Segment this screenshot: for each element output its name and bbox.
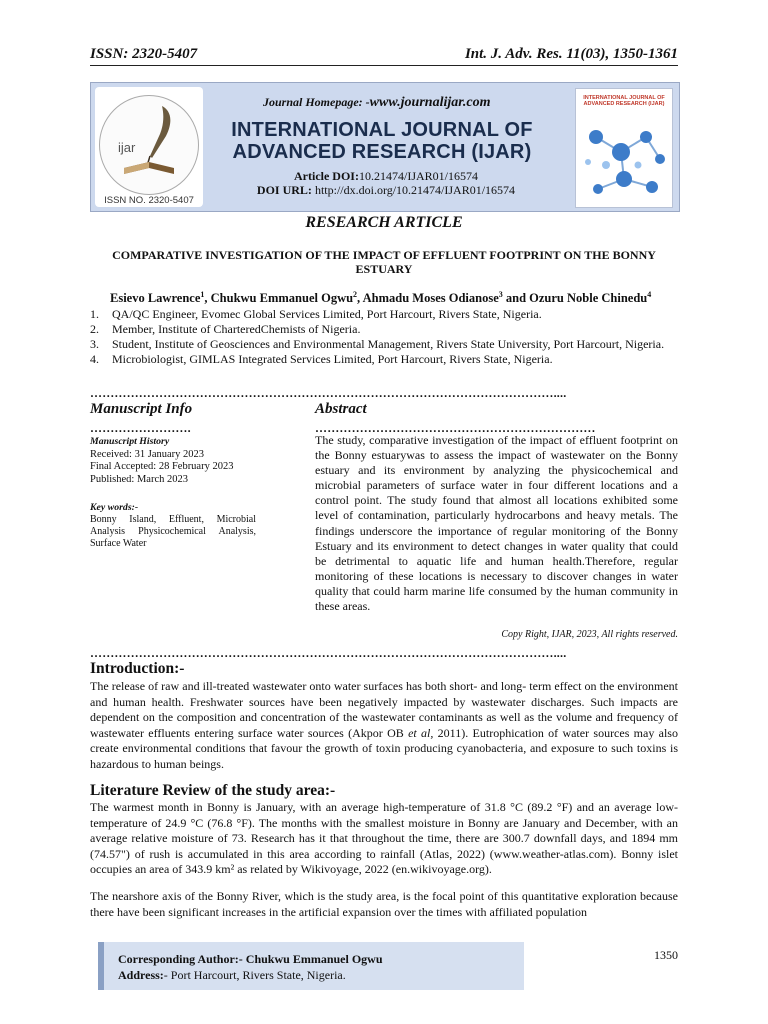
corresponding-author-box (98, 942, 524, 990)
separator-info: ……………………. (90, 422, 191, 434)
running-header (90, 46, 678, 68)
journal-logo (95, 87, 203, 207)
affiliation-item: 1. QA/QC Engineer, Evomec Global Services Limited, Port Harcourt, Rivers State, Nigeria. (90, 307, 542, 321)
affiliation-item: 2. Member, Institute of CharteredChemists of Nigeria. (90, 322, 361, 336)
affiliation-item: 3. Student, Institute of Geosciences and Environmental Management, Rivers State University, Port Harcourt, Nigeria. (90, 337, 665, 351)
literature-paragraph: The warmest month in Bonny is January, with an average high-temperature of 31.8 °C (89.2 °F) and an average low-temperature of 24.9 °C (76.8 °F). The months with the smallest moisture in Bonny are January and December, with an average relative moisture of 73. Research has it that throughout the time, there are 300.7 downfall days, and 1894 mm (74.57") of rush is accumulated in this area according to rainfall (Atlas, 2022) (www.weather-atlas.com). Bonny islet occupies an area of 343.9 km² as related by Wikivoyage, 2022 (en.wikivoyage.org). (90, 800, 678, 876)
svg-text:ijar: ijar (118, 140, 136, 155)
author: Esievo Lawrence$^1$, (110, 290, 211, 306)
manuscript-history (90, 436, 262, 486)
homepage-label: Journal Homepage: - (263, 95, 370, 109)
journal-homepage (263, 95, 491, 111)
copyright-notice: Copy Right, IJAR, 2023, All rights reserved. (501, 629, 678, 640)
author: Ahmadu Moses Odianose$^3$ and (362, 290, 530, 306)
cover-title: INTERNATIONAL JOURNAL OF ADVANCED RESEARCH (IJAR) (583, 95, 665, 107)
article-type: RESEARCH ARTICLE (305, 214, 463, 231)
published-date: Published: March 2023 (90, 473, 188, 485)
doi-value: 10.21474/IJAR01/16574 (358, 169, 478, 183)
accepted-date: Final Accepted: 28 February 2023 (90, 461, 234, 472)
quill-book-icon (100, 96, 198, 194)
molecule-illustration-icon (576, 107, 672, 207)
author-list (110, 290, 651, 306)
paper-title: COMPARATIVE INVESTIGATION OF THE IMPACT OF EFFLUENT FOOTPRINT ON THE BONNY ESTUARY (112, 248, 656, 276)
journal-name-line1: INTERNATIONAL JOURNAL OF (231, 119, 533, 141)
header-rule (90, 65, 678, 66)
manuscript-info-heading: Manuscript Info (90, 401, 193, 417)
journal-banner (90, 82, 680, 212)
page-number: 1350 (654, 948, 678, 962)
history-label: Manuscript History (90, 436, 170, 447)
citation-text: Int. J. Adv. Res. 11(03), 1350-1361 (464, 46, 678, 62)
separator-abstract: …………………………………………………………… (315, 422, 596, 434)
keywords-label: Key words:- (90, 502, 139, 513)
keywords-block (90, 502, 256, 550)
author-address: Address:- Port Harcourt, Rivers State, Nigeria. (118, 968, 346, 982)
doi-url-link[interactable]: http://dx.doi.org/10.21474/IJAR01/16574 (314, 183, 516, 197)
literature-heading: Literature Review of the study area:- (90, 782, 336, 799)
separator-bottom: …………………………………………………………………………………………………….... (90, 647, 567, 659)
abstract-text: The study, comparative investigation of the impact of effluent footprint on the Bonny estuarywas to assess the impact of wastewater on the Bonny estuary and its environment by analyzing the physicochemical and microbial parameters of surface water in four different locations and a control point. The study found that almost all locations exhibited some level of contamination, particularly hydrocarbons and heavy metals. The findings underscore the importance of regular monitoring of the Bonny Estuary and its environment to detect changes in water quality that could be detrimental to aquatic life and human health.Therefore, regular monitoring of these locations is necessary to discover changes in water quality that could harm marine life consumed by the human community in these areas. (315, 433, 678, 614)
author: Ozuru Noble Chinedu$^4$ (529, 290, 652, 306)
affiliation-item: 4. Microbiologist, GIMLAS Integrated Services Limited, Port Harcourt, Rivers State, Nigeria. (90, 352, 553, 366)
introduction-heading: Introduction:- (90, 660, 185, 677)
affiliation-list (90, 307, 678, 367)
logo-issn: ISSN NO. 2320-5407 (104, 195, 194, 206)
doi-block (231, 169, 541, 197)
separator-top: …………………………………………………………………………………………………….... (90, 387, 567, 399)
corresponding-author: Corresponding Author:- Chukwu Emmanuel Ogwu (118, 952, 383, 966)
author: Chukwu Emmanuel Ogwu$^2$, (210, 290, 363, 306)
journal-name (219, 119, 545, 163)
journal-name-line2: ADVANCED RESEARCH (IJAR) (232, 141, 532, 163)
literature-paragraph-2: The nearshore axis of the Bonny River, which is the study area, is the focal point of this quantitative exploration because there have been significant increases in the artificial expansion over the times with affiliated population (90, 889, 678, 919)
received-date: Received: 31 January 2023 (90, 448, 205, 460)
abstract-heading: Abstract (315, 401, 367, 417)
doi-url-label: DOI URL: (256, 183, 312, 197)
issn-text: ISSN: 2320-5407 (90, 46, 198, 62)
introduction-paragraph: The release of raw and ill-treated wastewater onto water surfaces has both short- and long- term effect on the environment and human health. Freshwater sources have been negatively impacted by wastewater discharges. Such impacts are dependent on the composition and concentration of the wastewater contaminants as well as the volume and frequency of wastewater effluents entering surface water sources (Akpor OB et al, 2011). Eutrophication of water sources may also create environmental conditions that favour the growth of toxin producing cyanobacteria, and exposure to such toxins is hazardous to human beings. (90, 679, 678, 771)
doi-label: Article DOI: (294, 169, 359, 183)
logo-emblem (99, 95, 199, 195)
keywords-text: Bonny Island, Effluent, Microbial Analysis Physicochemical Analysis, Surface Water (90, 514, 256, 549)
homepage-link[interactable]: www.journalijar.com (369, 95, 491, 110)
journal-cover-image (575, 88, 673, 208)
